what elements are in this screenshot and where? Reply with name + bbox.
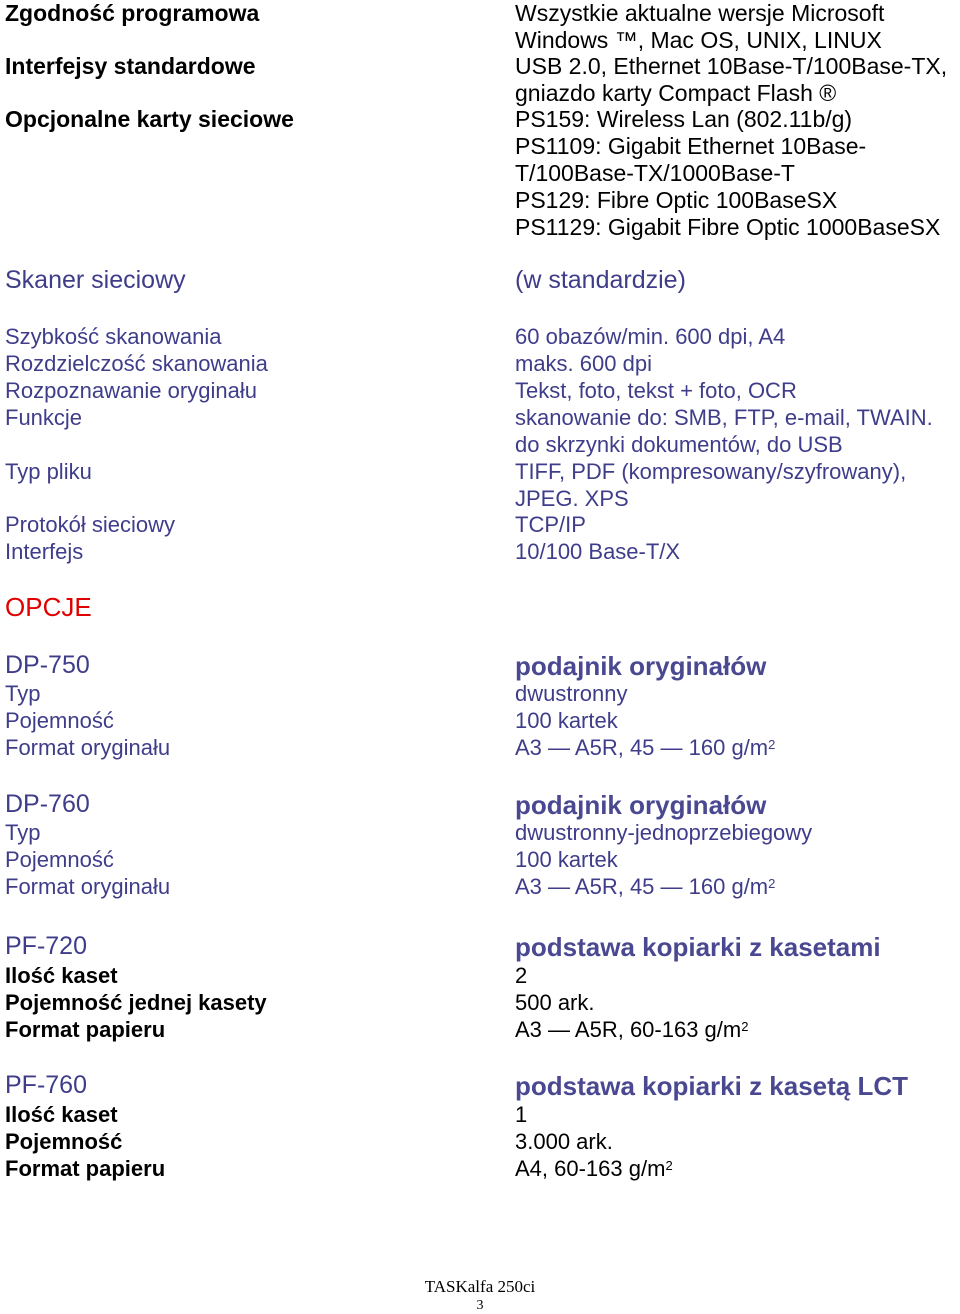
- spec-label: Interfejsy standardowe: [5, 53, 256, 79]
- spec-label: Pojemność: [5, 847, 114, 872]
- spec-value: 100 kartek: [515, 708, 618, 733]
- spec-value: 10/100 Base-T/X: [515, 539, 681, 564]
- spec-label: Rozpoznawanie oryginału: [5, 378, 257, 403]
- spec-label: Typ pliku: [5, 459, 92, 484]
- page-number: 3: [476, 1298, 484, 1313]
- spec-label: Szybkość skanowania: [5, 324, 222, 349]
- spec-value: A3 — A5R, 60-163 $g/m^2$: [515, 1017, 749, 1042]
- spec-value: A3 — A5R, 45 — 160 $g/m^2$: [515, 874, 776, 899]
- spec-value: 3.000 ark.: [515, 1129, 613, 1154]
- spec-label: Format papieru: [5, 1017, 166, 1042]
- option-desc: podajnik oryginałów: [515, 790, 767, 820]
- spec-label: Pojemność: [5, 1129, 123, 1154]
- spec-label: Pojemność jednej kasety: [5, 990, 267, 1015]
- spec-value: USB 2.0, Ethernet 10Base-T/100Base-TX, gniazdo karty Compact Flash ®: [515, 53, 948, 106]
- spec-value: A3 — A5R, 45 — 160 $g/m^2$: [515, 735, 776, 760]
- spec-label: Protokół sieciowy: [5, 512, 175, 537]
- spec-value: Tekst, foto, tekst + foto, OCR: [515, 378, 797, 403]
- spec-value: 2: [515, 963, 528, 988]
- spec-value: TIFF, PDF (kompresowany/szyfrowany), JPEG. XPS: [515, 459, 907, 511]
- spec-value: A4, 60-163 $g/m^2$: [515, 1156, 673, 1181]
- spec-value: PS159: Wireless Lan (802.11b/g) PS1109: Gigabit Ethernet 10Base- T/100Base-TX/1000Base-T PS129: Fibre Optic 100BaseSX PS1129: Gigabit Fibre Optic 1000BaseSX: [515, 106, 941, 240]
- option-desc: podstawa kopiarki z kasetą LCT: [515, 1071, 909, 1101]
- spec-label: Format oryginału: [5, 874, 171, 899]
- section-title: OPCJE: [5, 592, 92, 622]
- spec-value: dwustronny: [515, 681, 628, 706]
- spec-label: Zgodność programowa: [5, 0, 260, 26]
- spec-value: Wszystkie aktualne wersje Microsoft Windows ™, Mac OS, UNIX, LINUX: [515, 0, 885, 53]
- spec-value: dwustronny-jednoprzebiegowy: [515, 820, 813, 845]
- option-desc: podstawa kopiarki z kasetami: [515, 932, 881, 962]
- option-name: PF-720: [5, 932, 87, 960]
- spec-label: Rozdzielczość skanowania: [5, 351, 268, 376]
- section-subtitle: (w standardzie): [515, 266, 686, 294]
- spec-label: Ilość kaset: [5, 1102, 118, 1127]
- spec-value: maks. 600 dpi: [515, 351, 652, 376]
- spec-value: 1: [515, 1102, 528, 1127]
- spec-value: TCP/IP: [515, 512, 586, 537]
- spec-label: Ilość kaset: [5, 963, 118, 988]
- option-name: PF-760: [5, 1071, 87, 1099]
- spec-value: 100 kartek: [515, 847, 618, 872]
- spec-value: 60 obazów/min. 600 dpi, A4: [515, 324, 786, 349]
- spec-label: Pojemność: [5, 708, 114, 733]
- option-name: DP-750: [5, 651, 90, 679]
- spec-label: Interfejs: [5, 539, 84, 564]
- spec-value: skanowanie do: SMB, FTP, e-mail, TWAIN. do skrzynki dokumentów, do USB: [515, 405, 933, 457]
- spec-label: Typ: [5, 681, 41, 706]
- spec-label: Funkcje: [5, 405, 83, 430]
- spec-value: 500 ark.: [515, 990, 595, 1015]
- footer-model: TASKalfa 250ci: [424, 1277, 536, 1296]
- option-name: DP-760: [5, 790, 90, 818]
- option-desc: podajnik oryginałów: [515, 651, 767, 681]
- spec-label: Opcjonalne karty sieciowe: [5, 106, 294, 132]
- section-title: Skaner sieciowy: [5, 266, 186, 294]
- spec-label: Format oryginału: [5, 735, 171, 760]
- spec-label: Format papieru: [5, 1156, 166, 1181]
- spec-label: Typ: [5, 820, 41, 845]
